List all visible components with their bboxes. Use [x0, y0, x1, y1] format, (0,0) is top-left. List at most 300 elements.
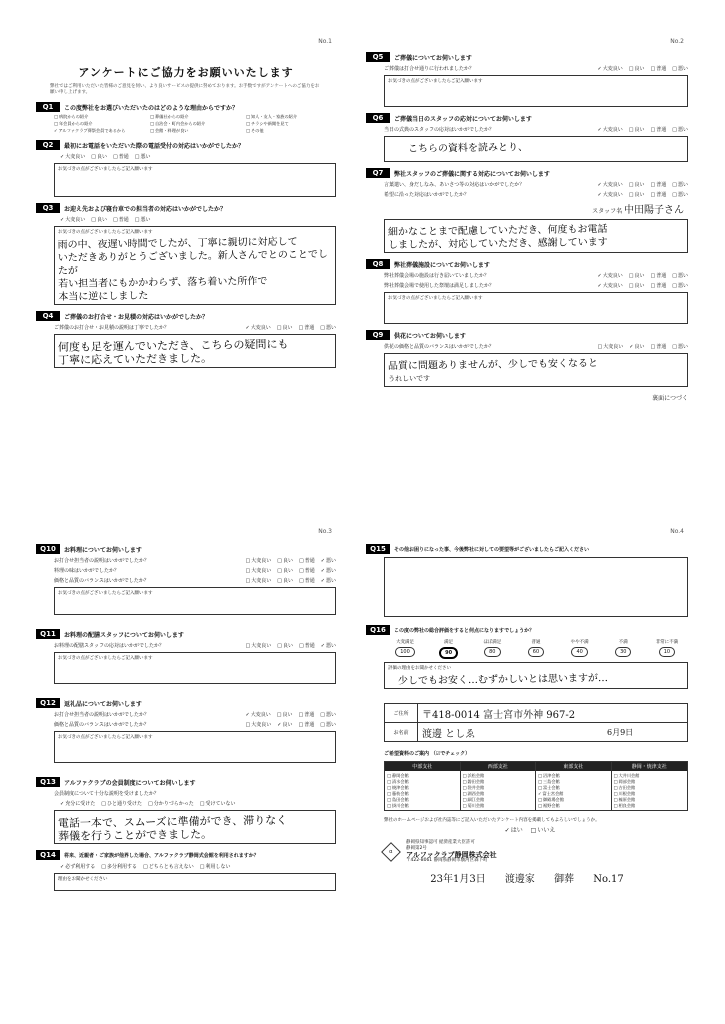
handwritten-comment: こちらの資料を読みとり、 — [407, 142, 529, 155]
q14-rating-row — [54, 863, 336, 870]
handwritten-comment — [388, 222, 684, 252]
q7-header — [366, 168, 688, 178]
q2-header — [36, 140, 336, 150]
question-number: Q14 — [36, 850, 60, 860]
q1-header — [36, 102, 336, 112]
question-number: Q8 — [366, 259, 390, 269]
rating-option[interactable]: □ 良い — [629, 282, 645, 289]
question-number: Q12 — [36, 698, 60, 708]
page-1 — [36, 38, 336, 488]
handwritten-line: 雨の中、夜遅い時間でしたが、丁寧に親切に対応して — [57, 236, 298, 251]
handwritten-comment — [388, 356, 684, 386]
q13-question — [54, 790, 336, 797]
question-title: お迎え先および寝台車での担当者の対応はいかがでしたか？ — [64, 205, 227, 213]
sub-question: 料理の味はいかがでしたか？ — [54, 568, 120, 574]
name-value[interactable]: 渡邊 としゑ — [422, 728, 476, 740]
rating-option[interactable]: □ 普通 — [299, 557, 315, 564]
q11-rating-row — [54, 642, 336, 649]
rating-option-checked[interactable]: ✓ 良い — [277, 721, 292, 728]
rating-option[interactable]: □ 悪い — [320, 711, 336, 718]
q9-rating-row — [384, 343, 688, 350]
rating-option[interactable]: □ 良い — [277, 711, 293, 718]
rating-option[interactable]: □ 普通 — [299, 721, 315, 728]
rating-option[interactable]: □ 良い — [629, 181, 645, 188]
rating-option-checked[interactable]: ✓ 大変良い — [598, 181, 623, 188]
q5-rating-row — [384, 65, 688, 72]
q10-header — [36, 544, 336, 554]
sub-question: ご葬儀は打合せ通りに行われましたか？ — [384, 66, 475, 72]
rating-option-checked[interactable]: ✓ 大変良い — [246, 711, 271, 718]
column-header: 中部支社 — [385, 762, 460, 771]
consent-yes-checked[interactable]: ✓ はい — [505, 827, 523, 834]
catalog-checkbox[interactable]: □ 菊川会館 — [463, 803, 534, 809]
address-row — [385, 704, 687, 723]
rating-option[interactable]: □ 大変良い — [246, 557, 272, 564]
question-number: Q15 — [366, 544, 390, 554]
handwritten-comment — [58, 235, 333, 304]
comment-label: お気づきの点がございましたらご記入願います — [58, 167, 153, 172]
question-title: 弊社スタッフのご葬儀に関する対応についてお伺いします — [394, 170, 550, 178]
page-number: No.4 — [670, 528, 684, 535]
catalog-checkbox[interactable]: □ 三島会館 — [538, 779, 609, 785]
rating-option[interactable]: □ 普通 — [651, 282, 667, 289]
rating-option[interactable]: □ 大変良い — [246, 577, 272, 584]
question-number: Q9 — [366, 330, 390, 340]
rating-option[interactable]: □ 普通 — [651, 343, 667, 350]
q10-rating-row-2 — [54, 567, 336, 574]
question-number: Q4 — [36, 311, 60, 321]
company-logo-icon: α — [381, 842, 401, 862]
comment-box[interactable] — [54, 873, 336, 891]
question-number: Q3 — [36, 203, 60, 213]
license-line: 静岡第2号 — [406, 846, 427, 851]
question-title: その他お困りになった事、今後弊社に対しての要望等がございましたらご記入ください — [394, 546, 590, 553]
rating-option[interactable]: □ 普通 — [651, 126, 667, 133]
rating-option[interactable]: □ 利用しない — [200, 863, 231, 870]
rating-option[interactable]: □ 普通 — [651, 181, 667, 188]
score-value: 90 — [439, 647, 458, 659]
name-row — [385, 723, 687, 741]
rating-option-checked[interactable]: ✓ 大変良い — [60, 216, 85, 223]
column-header: 静岡・焼津支社 — [612, 762, 688, 771]
question-title: 最初にお電話をいただいた際の電話受付の対応はいかがでしたか？ — [64, 142, 245, 150]
page-number: No.3 — [318, 528, 332, 535]
question-title: 将来、近親者・ご家族が他界した場合、アルファクラブ静岡式会館を利用されますか？ — [64, 852, 259, 859]
checkbox-option-checked[interactable]: ✓ アルファクラブ葬祭会員であるから — [54, 128, 144, 134]
signoff-family: 渡邊家 — [504, 874, 535, 885]
rating-option[interactable]: □ 大変良い — [246, 567, 272, 574]
score-label: やや不満 — [570, 640, 589, 645]
handwritten-line: 若い担当者にもかかわらず、落ち着いた所作で — [58, 275, 268, 290]
rating-option[interactable]: □ 良い — [91, 216, 107, 223]
rating-option[interactable]: □ 良い — [629, 191, 645, 198]
address-label: ご住所 — [385, 704, 418, 722]
handwritten-line: 何度も足を運んでいただき、こちらの疑問にも — [57, 337, 289, 354]
comment-box[interactable] — [54, 587, 336, 615]
question-number: Q6 — [366, 113, 390, 123]
name-label: お名前 — [385, 723, 418, 741]
comment-label: お気づきの点がございましたらご記入願います — [58, 735, 153, 740]
sub-question: 会員制度について十分な説明を受けましたか？ — [54, 791, 159, 797]
page-2 — [366, 38, 688, 488]
rating-option[interactable]: □ 良い — [277, 567, 293, 574]
catalog-column — [461, 762, 537, 810]
signoff-type: 御葬 — [554, 874, 575, 885]
question-title: 供花についてお伺いします — [394, 332, 466, 340]
checkbox-option[interactable]: □ 会館・料理が良い — [150, 128, 240, 134]
checkbox-option[interactable]: □ 知人・友人・家族の紹介 — [246, 114, 336, 120]
sub-question: 供花の価格と品質のバランスはいかがでしたか？ — [384, 344, 494, 350]
catalog-checkbox[interactable]: □ 相良会館 — [614, 803, 686, 809]
q9-header — [366, 330, 688, 340]
q15-header — [366, 544, 688, 554]
sub-question: 弊社葬儀会場で使用した祭壇は満足しましたか？ — [384, 283, 495, 289]
catalog-checkbox[interactable]: □ 吉田会館 — [614, 785, 686, 791]
rating-option-checked[interactable]: ✓ 大変良い — [598, 282, 623, 289]
question-number: Q10 — [36, 544, 60, 554]
comment-box[interactable] — [54, 731, 336, 763]
score-value: 30 — [615, 647, 631, 657]
comment-label: 評価の理由をお聞かせください — [388, 666, 451, 671]
question-number: Q11 — [36, 629, 60, 639]
handwritten-line: 丁寧に応えていただきました。 — [58, 351, 213, 367]
sub-question: ご葬儀のお打合せ・お見積の説明は丁寧でしたか？ — [54, 325, 170, 331]
rating-option[interactable]: □ 受けていない — [200, 800, 236, 807]
company-name: アルファクラブ静岡株式会社 — [406, 851, 497, 859]
comment-box[interactable] — [384, 662, 688, 689]
handwritten-line: うれしいです — [388, 374, 431, 384]
rating-option[interactable]: □ 普通 — [113, 216, 129, 223]
handwritten-line: 葬儀を行うことができました。 — [58, 827, 213, 843]
rating-option[interactable]: □ 普通 — [651, 191, 667, 198]
catalog-checkbox[interactable]: □ 富士会館 — [538, 785, 609, 791]
comment-box[interactable] — [54, 810, 336, 844]
comment-box[interactable] — [54, 652, 336, 684]
rating-option-checked[interactable]: ✓ 悪い — [321, 557, 336, 564]
signoff-number: No.17 — [593, 874, 624, 885]
score-value: 80 — [484, 647, 500, 657]
comment-box[interactable] — [54, 226, 336, 305]
rating-option[interactable]: □ 普通 — [113, 153, 129, 160]
sub-question: 当日の式典のスタッフの応対はいかがでしたか？ — [384, 127, 495, 133]
catalog-checkbox[interactable]: □ 岡部会館 — [614, 779, 686, 785]
score-label: 満足 — [444, 640, 454, 645]
rating-option[interactable]: □ 良い — [91, 153, 107, 160]
rating-option[interactable]: □ 良い — [629, 126, 645, 133]
q4-rating-row — [54, 324, 336, 331]
score-label: 普通 — [531, 640, 541, 645]
sub-question: 言葉遣い、身だしなみ、あいさつ等の対応はいかがでしたか？ — [384, 182, 525, 188]
sub-question: お打合せ担当者の説明はいかがでしたか？ — [54, 712, 150, 718]
q10-rating-row-3 — [54, 577, 336, 584]
score-label: 非常に不満 — [655, 640, 679, 645]
rating-option-checked[interactable]: ✓ 大変良い — [598, 65, 623, 72]
sub-question: お打合せ担当者の説明はいかがでしたか？ — [54, 558, 150, 564]
q3-rating-row — [54, 216, 336, 223]
q7-rating-row-2 — [384, 191, 688, 198]
consent-options — [366, 825, 688, 834]
staff-label: スタッフ名 — [592, 208, 623, 215]
catalog-checkbox[interactable]: □ 細江会館 — [463, 797, 534, 803]
comment-box[interactable] — [384, 353, 688, 387]
sub-question: 弊社葬儀会場の施設は行き届いていましたか？ — [384, 273, 490, 279]
rating-option[interactable]: □ ひと通り受けた — [101, 800, 142, 807]
q6-rating-row — [384, 126, 688, 133]
sub-question: お料理の配膳スタッフの応対はいかがでしたか？ — [54, 643, 165, 649]
comment-label: お気づきの点がございましたらご記入願います — [58, 591, 153, 596]
rating-option[interactable]: □ 多分利用する — [101, 863, 137, 870]
q2-rating-row — [54, 153, 336, 160]
catalog-checkbox[interactable]: □ 大井川会館 — [614, 773, 686, 779]
comment-box[interactable] — [54, 163, 336, 197]
comment-label: お気づきの点がございましたらご記入願います — [58, 230, 153, 235]
question-title: 返礼品についてお伺いします — [64, 700, 142, 708]
survey-title: アンケートにご協力をお願いいたします — [78, 66, 294, 79]
rating-option[interactable]: □ 悪い — [672, 181, 688, 188]
q12-rating-row-1 — [54, 711, 336, 718]
checkbox-option[interactable]: □ 病院からの紹介 — [54, 114, 144, 120]
rating-option[interactable]: □ 大変良い — [246, 642, 272, 649]
comment-label: お気づきの点がございましたらご記入願います — [58, 656, 153, 661]
catalog-checkbox[interactable]: □ 掛川会館 — [387, 803, 458, 809]
rating-option[interactable]: □ 悪い — [672, 65, 688, 72]
sign-off — [366, 870, 688, 885]
handwritten-comment: 少しでもお安く…むずかしいとは思いますが… — [397, 672, 609, 687]
question-title: お料理についてお伺いします — [64, 546, 142, 554]
comment-box[interactable] — [384, 136, 688, 162]
q8-rating-row-1 — [384, 272, 688, 279]
question-number: Q2 — [36, 140, 60, 150]
page-4 — [366, 528, 688, 998]
comment-label: 理由をお聞かせください — [58, 877, 108, 882]
rating-option[interactable]: □ 普通 — [299, 577, 315, 584]
handwritten-comment — [58, 337, 332, 367]
question-number: Q1 — [36, 102, 60, 112]
rating-option-checked[interactable]: ✓ 悪い — [321, 577, 336, 584]
score-value: 40 — [571, 647, 587, 657]
staff-name-field — [366, 201, 684, 216]
score-option[interactable] — [471, 639, 513, 659]
rating-option[interactable]: □ 悪い — [135, 216, 151, 223]
score-label: 大変満足 — [396, 640, 414, 645]
catalog-column — [536, 762, 612, 810]
rating-option[interactable]: □ 悪い — [135, 153, 151, 160]
sub-question: 価格と品質のバランスはいかがでしたか？ — [54, 578, 149, 584]
question-title: この度弊社をお選びいただいたのはどのような理由からですか？ — [64, 104, 238, 112]
catalog-column — [385, 762, 461, 810]
score-value: 60 — [528, 647, 544, 657]
question-title: この度の弊社の総合評価をすると何点になりますでしょうか？ — [394, 627, 535, 634]
rating-option[interactable]: □ 分かりづらかった — [148, 800, 194, 807]
column-header: 西部支社 — [461, 762, 536, 771]
rating-option-checked[interactable]: ✓ 大変良い — [246, 324, 271, 331]
score-value: 100 — [395, 647, 415, 657]
question-number: Q7 — [366, 168, 390, 178]
q8-rating-row-2 — [384, 282, 688, 289]
rating-option[interactable]: □ 普通 — [651, 272, 667, 279]
catalog-checkbox[interactable]: □ 榛原会館 — [614, 797, 686, 803]
rating-option[interactable]: □ 普通 — [299, 711, 315, 718]
continue-note: 裏面につづく — [652, 395, 688, 402]
consent-text: 弊社のホームページおよび社内誌等にご記入いただいたアンケート内容を掲載してもよろしいでしょうか。 — [384, 818, 600, 823]
question-number: Q16 — [366, 625, 390, 635]
catalog-table — [384, 761, 688, 811]
q7-rating-row-1 — [384, 181, 688, 188]
question-title: ご葬儀についてお伺いします — [394, 54, 472, 62]
handwritten-line: いただきありがとうございました。新人さんでとのことでしたが — [57, 249, 328, 277]
handwritten-line: 細かなことまで配慮していただき、何度もお電話 — [387, 224, 608, 239]
catalog-checkbox[interactable]: □ 島田会館 — [387, 797, 458, 803]
question-title: ご葬儀のお打合せ・お見積の対応はいかがでしたか？ — [64, 313, 209, 321]
catalog-checkbox-checked[interactable]: ✓ 富士宮会館 — [538, 791, 609, 797]
company-footer — [384, 840, 688, 864]
handwritten-comment — [58, 813, 332, 843]
score-option-selected[interactable] — [428, 639, 470, 659]
rating-option-checked[interactable]: ✓ 大変良い — [598, 191, 623, 198]
checkbox-option[interactable]: □ 葬儀社からの紹介 — [150, 114, 240, 120]
score-option[interactable] — [515, 639, 557, 659]
score-label: ほぼ満足 — [483, 640, 502, 645]
q11-header — [36, 629, 336, 639]
handwritten-line: 電話一本で、スムーズに準備ができ、滞りなく — [57, 813, 288, 830]
rating-option[interactable]: □ 普通 — [651, 65, 667, 72]
rating-option[interactable]: □ 良い — [629, 65, 645, 72]
question-number: Q13 — [36, 777, 60, 787]
catalog-checkbox[interactable]: □ 清水会館 — [387, 779, 458, 785]
rating-option-checked[interactable]: ✓ 必ず利用する — [60, 863, 95, 870]
checkbox-option[interactable]: □ 自治会・町内会からの紹介 — [150, 121, 240, 127]
checkbox-option[interactable]: □ 年会員からの紹介 — [54, 121, 144, 127]
signoff-date: 23年1月3日 — [430, 874, 486, 885]
catalog-title: ご希望資料のご案内 （☑でチェック） — [384, 751, 471, 757]
handwritten-line: しましたが、対応していただき、感謝しています — [388, 237, 608, 252]
rating-option[interactable]: □ 普通 — [299, 642, 315, 649]
rating-option[interactable]: □ 良い — [277, 642, 293, 649]
rating-option[interactable]: □ 大変良い — [598, 343, 624, 350]
catalog-checkbox[interactable]: □ 御殿場会館 — [538, 797, 609, 803]
rating-option-checked[interactable]: ✓ 悪い — [321, 567, 336, 574]
rating-option[interactable]: □ 普通 — [299, 324, 315, 331]
catalog-checkbox[interactable]: □ 川根会館 — [614, 791, 686, 797]
rating-option-checked[interactable]: ✓ 大変良い — [598, 272, 623, 279]
rating-option[interactable]: □ 良い — [277, 577, 293, 584]
rating-option[interactable]: □ 良い — [629, 272, 645, 279]
q13-header — [36, 777, 336, 787]
comment-box[interactable] — [384, 557, 688, 617]
comment-label: お気づきの点がございましたらご記入願います — [388, 296, 483, 301]
q4-header — [36, 311, 336, 321]
rating-option[interactable]: □ 悪い — [320, 324, 336, 331]
rating-option[interactable]: □ 悪い — [672, 282, 688, 289]
q12-header — [36, 698, 336, 708]
score-label: 不満 — [618, 640, 628, 645]
rating-option[interactable]: □ 悪い — [672, 126, 688, 133]
handwritten-line: 品質に問題ありませんが、少しでも安くなると — [387, 358, 598, 373]
rating-option[interactable]: □ 悪い — [672, 272, 688, 279]
comment-box[interactable] — [54, 334, 336, 368]
catalog-checkbox[interactable]: □ 磐田会館 — [463, 779, 534, 785]
rating-option[interactable]: □ 悪い — [672, 343, 688, 350]
q12-rating-row-2 — [54, 721, 336, 728]
license-line: 静岡県知事認可 経済産業大臣許可 — [406, 840, 475, 845]
score-option[interactable] — [384, 639, 426, 659]
checkbox-option[interactable]: □ その他 — [246, 128, 336, 134]
score-value: 10 — [659, 647, 675, 657]
column-header: 東部支社 — [536, 762, 611, 771]
comment-box[interactable] — [384, 292, 688, 324]
rating-option[interactable]: □ 良い — [277, 557, 293, 564]
q16-header — [366, 625, 688, 635]
score-option[interactable] — [602, 639, 644, 659]
sub-question: 希望に沿った対応はいかがでしたか？ — [384, 192, 470, 198]
rating-option[interactable]: □ どちらとも言えない — [143, 863, 194, 870]
q13-rating-row — [54, 800, 336, 807]
rating-option-checked[interactable]: ✓ 悪い — [321, 642, 336, 649]
catalog-checkbox[interactable]: □ 沼津会館 — [538, 773, 609, 779]
contact-form — [384, 703, 688, 742]
page-number: No.1 — [318, 38, 332, 45]
catalog-checkbox[interactable]: □ 浜松会館 — [463, 773, 534, 779]
catalog-checkbox[interactable]: □ 裾野会館 — [538, 803, 609, 809]
question-number: Q5 — [366, 52, 390, 62]
checkbox-option[interactable]: □ チラシや新聞を見て — [246, 121, 336, 127]
q5-header — [366, 52, 688, 62]
comment-box[interactable] — [384, 75, 688, 107]
q8-header — [366, 259, 688, 269]
page-3 — [36, 528, 336, 998]
handwritten-line: 本当に逆にしました — [58, 290, 149, 303]
catalog-checkbox[interactable]: □ 藤枝会館 — [387, 791, 458, 797]
rating-option[interactable]: □ 良い — [277, 324, 293, 331]
catalog-checkbox[interactable]: □ 焼津会館 — [387, 785, 458, 791]
q14-header — [36, 850, 336, 860]
company-address: 〒422-8061 静岡県静岡市駿河区森下町 — [406, 858, 488, 863]
staff-name: 中田陽子さん — [624, 205, 684, 216]
catalog-checkbox[interactable]: □ 袋井会館 — [463, 785, 534, 791]
comment-label: お気づきの点がございましたらご記入願います — [388, 79, 483, 84]
rating-option[interactable]: □ 悪い — [672, 191, 688, 198]
catalog-checkbox[interactable]: □ 湖西会館 — [463, 791, 534, 797]
survey-intro: 弊社ではご利用いただいた皆様のご意見を伺い、より良いサービスの提供に努めております。お手数ですがアンケートへのご協力をお願い申し上げます。 — [50, 84, 320, 95]
rating-option-checked[interactable]: ✓ 良い — [629, 343, 644, 350]
rating-option-checked[interactable]: ✓ 大変良い — [598, 126, 623, 133]
question-title: お料理の配膳スタッフについてお伺いします — [64, 631, 184, 639]
q10-rating-row-1 — [54, 557, 336, 564]
rating-option[interactable]: □ 大変良い — [246, 721, 272, 728]
sub-question: 価格と品質のバランスはいかがでしたか？ — [54, 722, 149, 728]
q1-options — [54, 114, 336, 134]
address-value[interactable]: 〒418-0014 富士宮市外神 967-2 — [422, 709, 576, 721]
date-value[interactable]: 6月9日 — [607, 727, 634, 737]
comment-box[interactable] — [384, 219, 688, 253]
score-option[interactable] — [646, 639, 688, 659]
catalog-checkbox[interactable]: □ 静岡会館 — [387, 773, 458, 779]
rating-option-checked[interactable]: ✓ 大変良い — [60, 153, 85, 160]
catalog-column — [612, 762, 688, 810]
rating-option[interactable]: □ 普通 — [299, 567, 315, 574]
question-title: アルファクラブの会員制度についてお伺いします — [64, 779, 196, 787]
q6-header — [366, 113, 688, 123]
rating-option-checked[interactable]: ✓ 充分に受けた — [60, 800, 95, 807]
question-title: 弊社葬儀施設についてお伺いします — [394, 261, 490, 269]
score-option[interactable] — [559, 639, 601, 659]
q3-header — [36, 203, 336, 213]
rating-option[interactable]: □ 悪い — [320, 721, 336, 728]
page-number: No.2 — [670, 38, 684, 45]
score-scale — [384, 639, 688, 659]
question-title: ご葬儀当日のスタッフの応対についてお伺いします — [394, 115, 532, 123]
consent-no[interactable]: □ いいえ — [531, 827, 556, 834]
